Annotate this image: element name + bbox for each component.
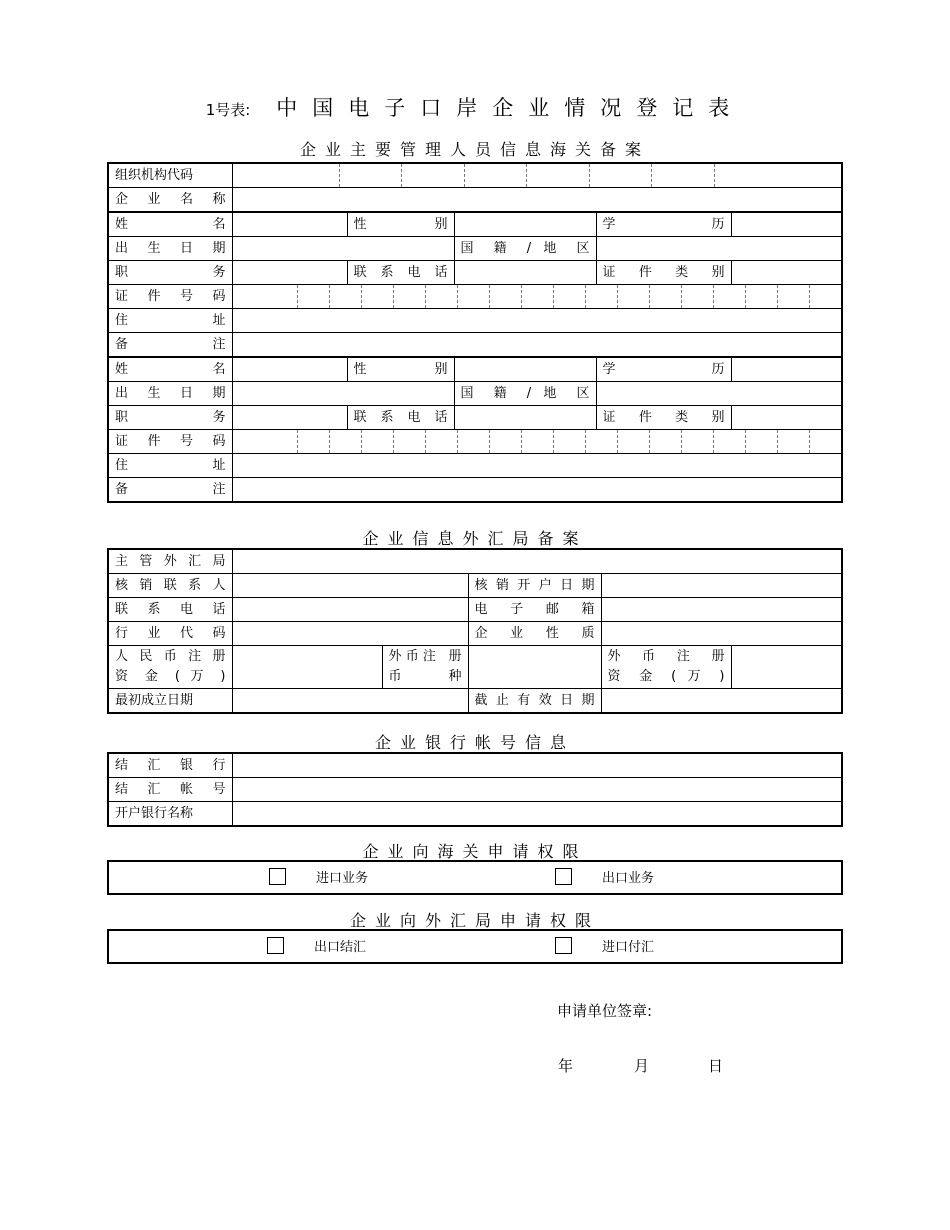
forex-bureau-field[interactable] xyxy=(232,549,842,574)
checkbox[interactable] xyxy=(269,868,286,885)
position-field[interactable] xyxy=(232,406,347,430)
remarks-label: 备 注 xyxy=(108,333,232,358)
gender-label: 性 别 xyxy=(347,212,454,237)
verify-open-date-field[interactable] xyxy=(601,574,842,598)
name-label: 姓 名 xyxy=(108,212,232,237)
name-field[interactable] xyxy=(232,357,347,382)
bank-name-label: 开户银行名称 xyxy=(108,802,232,827)
settle-bank-label: 结 汇 银 行 xyxy=(108,753,232,778)
expiry-date-field[interactable] xyxy=(601,689,842,714)
section-heading-forex: 企业信息外汇局备案 xyxy=(362,529,588,548)
birth-date-label: 出 生 日 期 xyxy=(108,382,232,406)
fx-capital-label: 外 币 注 册 资 金 ( 万 ) xyxy=(601,646,731,689)
company-name-field[interactable] xyxy=(232,188,842,213)
form-main-title: 中国电子口岸企业情况登记表 xyxy=(276,96,745,120)
form-title xyxy=(0,92,950,122)
checkbox[interactable] xyxy=(555,937,572,954)
date-day-label: 日 xyxy=(708,1057,724,1075)
company-name-label: 企 业 名 称 xyxy=(108,188,232,213)
name-label: 姓 名 xyxy=(108,357,232,382)
id-type-label: 证 件 类 别 xyxy=(596,261,731,285)
bank-table xyxy=(107,752,843,827)
import-payment-option[interactable] xyxy=(555,936,654,955)
org-code-cells[interactable] xyxy=(232,163,842,188)
id-number-cells[interactable] xyxy=(232,285,842,309)
checkbox[interactable] xyxy=(555,868,572,885)
nationality-label: 国 籍 / 地 区 xyxy=(454,382,596,406)
forex-permission-box xyxy=(107,929,843,964)
remarks-field[interactable] xyxy=(232,478,842,503)
address-field[interactable] xyxy=(232,454,842,478)
section-heading-customs: 企业主要管理人员信息海关备案 xyxy=(299,140,650,159)
phone-field[interactable] xyxy=(454,261,596,285)
name-field[interactable] xyxy=(232,212,347,237)
id-type-field[interactable] xyxy=(731,406,842,430)
nationality-label: 国 籍 / 地 区 xyxy=(454,237,596,261)
birth-date-field[interactable] xyxy=(232,237,454,261)
education-field[interactable] xyxy=(731,357,842,382)
id-number-label: 证 件 号 码 xyxy=(108,285,232,309)
id-type-label: 证 件 类 别 xyxy=(596,406,731,430)
rmb-capital-label: 人 民 币 注 册 资 金 ( 万 ) xyxy=(108,646,232,689)
fx-currency-label: 外币注 册 币 种 xyxy=(382,646,468,689)
id-number-cells[interactable] xyxy=(232,430,842,454)
option-label: 出口结汇 xyxy=(314,940,367,955)
established-date-field[interactable] xyxy=(232,689,468,714)
forex-table xyxy=(107,548,843,714)
option-label: 出口业务 xyxy=(602,871,655,886)
education-label: 学 历 xyxy=(596,357,731,382)
section-heading-forex-permission: 企业向外汇局申请权限 xyxy=(349,911,600,930)
industry-code-label: 行 业 代 码 xyxy=(108,622,232,646)
verify-open-date-label: 核 销 开 户 日 期 xyxy=(468,574,601,598)
email-label: 电 子 邮 箱 xyxy=(468,598,601,622)
id-type-field[interactable] xyxy=(731,261,842,285)
import-business-option[interactable] xyxy=(269,867,368,886)
nationality-field[interactable] xyxy=(596,382,842,406)
fx-capital-field[interactable] xyxy=(731,646,842,689)
company-nature-label: 企 业 性 质 xyxy=(468,622,601,646)
fx-currency-field[interactable] xyxy=(468,646,601,689)
verify-contact-field[interactable] xyxy=(232,574,468,598)
date-month-label: 月 xyxy=(634,1057,650,1075)
management-table xyxy=(107,162,843,503)
birth-date-field[interactable] xyxy=(232,382,454,406)
checkbox[interactable] xyxy=(267,937,284,954)
phone-field[interactable] xyxy=(454,406,596,430)
remarks-field[interactable] xyxy=(232,333,842,358)
form-number: 1号表: xyxy=(205,101,251,119)
education-label: 学 历 xyxy=(596,212,731,237)
section-heading-bank: 企业银行帐号信息 xyxy=(374,733,575,752)
settle-account-label: 结 汇 帐 号 xyxy=(108,778,232,802)
position-label: 职 务 xyxy=(108,261,232,285)
verify-contact-label: 核 销 联 系 人 xyxy=(108,574,232,598)
expiry-date-label: 截 止 有 效 日 期 xyxy=(468,689,601,714)
industry-code-field[interactable] xyxy=(232,622,468,646)
gender-field[interactable] xyxy=(454,357,596,382)
forex-phone-field[interactable] xyxy=(232,598,468,622)
settle-account-field[interactable] xyxy=(232,778,842,802)
date-year-label: 年 xyxy=(558,1057,574,1075)
option-label: 进口付汇 xyxy=(602,940,655,955)
position-label: 职 务 xyxy=(108,406,232,430)
nationality-field[interactable] xyxy=(596,237,842,261)
position-field[interactable] xyxy=(232,261,347,285)
established-date-label: 最初成立日期 xyxy=(108,689,232,714)
id-number-label: 证 件 号 码 xyxy=(108,430,232,454)
phone-label: 联 系 电 话 xyxy=(347,261,454,285)
forex-bureau-label: 主 管 外 汇 局 xyxy=(108,549,232,574)
export-business-option[interactable] xyxy=(555,867,654,886)
section-heading-customs-permission: 企业向海关申请权限 xyxy=(362,842,588,861)
option-label: 进口业务 xyxy=(316,871,369,886)
address-label: 住 址 xyxy=(108,309,232,333)
remarks-label: 备 注 xyxy=(108,478,232,503)
signature-label: 申请单位签章: xyxy=(557,1002,653,1020)
address-field[interactable] xyxy=(232,309,842,333)
gender-label: 性 别 xyxy=(347,357,454,382)
org-code-label: 组织机构代码 xyxy=(108,163,232,188)
forex-phone-label: 联 系 电 话 xyxy=(108,598,232,622)
settle-bank-field[interactable] xyxy=(232,753,842,778)
customs-permission-box xyxy=(107,860,843,895)
education-field[interactable] xyxy=(731,212,842,237)
phone-label: 联 系 电 话 xyxy=(347,406,454,430)
rmb-capital-field[interactable] xyxy=(232,646,382,689)
address-label: 住 址 xyxy=(108,454,232,478)
birth-date-label: 出 生 日 期 xyxy=(108,237,232,261)
export-settlement-option[interactable] xyxy=(267,936,366,955)
company-nature-field[interactable] xyxy=(601,622,842,646)
gender-field[interactable] xyxy=(454,212,596,237)
email-field[interactable] xyxy=(601,598,842,622)
bank-name-field[interactable] xyxy=(232,802,842,827)
